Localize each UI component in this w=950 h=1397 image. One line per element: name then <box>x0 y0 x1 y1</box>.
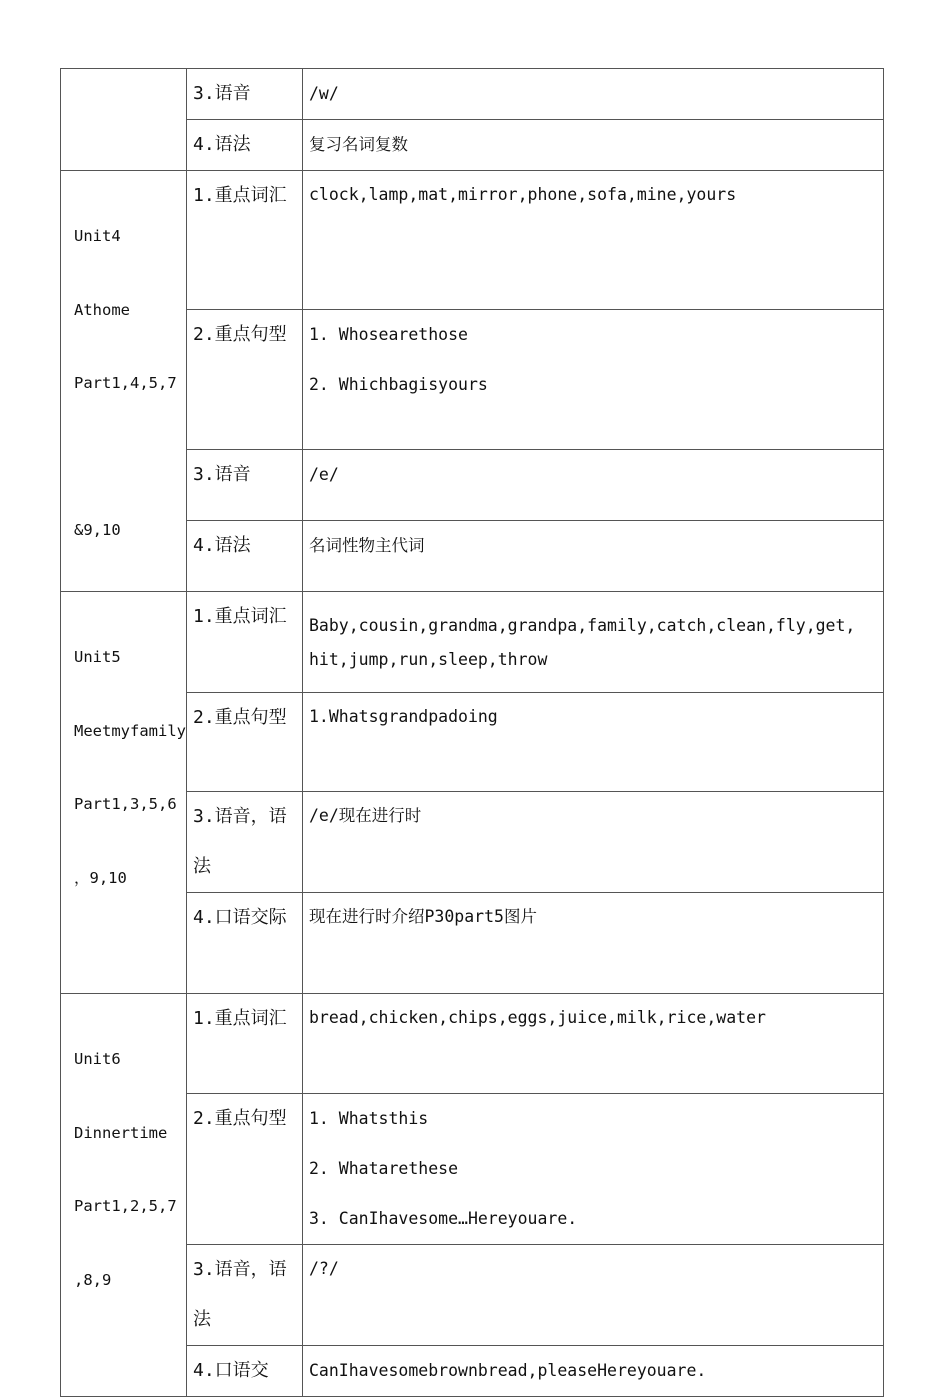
content-line: 名词性物主代词 <box>309 536 425 556</box>
content-line: 2. Whatarethese <box>309 1159 459 1178</box>
row-label: 2.重点句型 <box>193 1108 287 1129</box>
label-cell <box>187 592 303 693</box>
table-row <box>61 171 884 310</box>
unit-cell <box>61 994 187 1397</box>
row-label: 3.语音，语法 <box>193 806 287 877</box>
content-line: 复习名词复数 <box>309 135 408 154</box>
unit-title: Unit4 <box>74 227 121 245</box>
row-label: 3.语音 <box>193 83 251 104</box>
label-cell <box>187 69 303 120</box>
row-label: 3.语音 <box>193 464 251 486</box>
content-cell <box>303 1245 884 1346</box>
unit-title: Unit5 <box>74 648 121 666</box>
row-label: 4.语法 <box>193 134 251 155</box>
content-cell <box>303 994 884 1094</box>
content-line: clock,lamp,mat,mirror,phone,sofa,mine,yours <box>309 185 737 204</box>
content-line: 1. Whatsthis <box>309 1109 429 1128</box>
row-label: 1.重点词汇 <box>193 606 287 627</box>
row-label: 3.语音，语法 <box>193 1259 287 1330</box>
unit-subtitle: Dinnertime <box>74 1123 168 1142</box>
row-label: 2.重点句型 <box>193 323 287 345</box>
content-cell <box>303 450 884 521</box>
content-cell <box>303 792 884 893</box>
content-cell <box>303 1346 884 1397</box>
label-cell <box>187 171 303 310</box>
content-line: bread,chicken,chips,eggs,juice,milk,rice,water <box>309 1008 766 1027</box>
table-row <box>61 69 884 120</box>
content-cell <box>303 120 884 171</box>
content-cell <box>303 521 884 592</box>
label-cell <box>187 450 303 521</box>
unit-parts-cont: ，9,10 <box>74 868 127 887</box>
row-label: 4.语法 <box>193 535 251 557</box>
content-line: /e/现在进行时 <box>309 806 422 825</box>
label-cell <box>187 521 303 592</box>
unit-subtitle: Athome <box>74 300 130 319</box>
lesson-plan-table <box>60 68 884 1397</box>
row-label: 1.重点词汇 <box>193 185 287 206</box>
content-line: 1.Whatsgrandpadoing <box>309 707 498 726</box>
row-label: 1.重点词汇 <box>193 1008 287 1029</box>
row-label: 4.口语交 <box>193 1360 269 1381</box>
unit-cell <box>61 171 187 592</box>
unit-subtitle: Meetmyfamily <box>74 721 186 740</box>
content-line: /?/ <box>309 1259 339 1278</box>
content-cell <box>303 592 884 693</box>
content-line: 2. Whichbagisyours <box>309 374 488 394</box>
content-line: hit,jump,run,sleep,throw <box>309 650 548 669</box>
content-cell <box>303 893 884 994</box>
label-cell <box>187 792 303 893</box>
table-row <box>61 592 884 693</box>
unit-parts: Part1,2,5,7 <box>74 1197 177 1215</box>
label-cell <box>187 1094 303 1245</box>
row-label: 4.口语交际 <box>193 907 287 928</box>
content-cell <box>303 69 884 120</box>
content-cell <box>303 171 884 310</box>
label-cell <box>187 994 303 1094</box>
label-cell <box>187 120 303 171</box>
content-line: 3. CanIhavesome…Hereyouare. <box>309 1209 578 1228</box>
label-cell <box>187 1346 303 1397</box>
table-row <box>61 994 884 1094</box>
content-line: /e/ <box>309 465 339 485</box>
content-cell <box>303 693 884 792</box>
unit-parts-cont: &9,10 <box>74 520 121 539</box>
content-line: Baby,cousin,grandma,grandpa,family,catch,clean,fly,get, <box>309 616 856 635</box>
content-line: 现在进行时介绍P30part5图片 <box>309 907 537 926</box>
unit-title: Unit6 <box>74 1050 121 1068</box>
unit-parts-cont: ,8,9 <box>74 1270 112 1289</box>
content-cell <box>303 1094 884 1245</box>
unit-parts: Part1,3,5,6 <box>74 795 177 813</box>
label-cell <box>187 893 303 994</box>
unit-parts: Part1,4,5,7 <box>74 374 177 392</box>
label-cell <box>187 309 303 449</box>
content-line: 1. Whosearethose <box>309 324 468 344</box>
label-cell <box>187 1245 303 1346</box>
unit-cell <box>61 592 187 994</box>
unit-cell <box>61 69 187 171</box>
row-label: 2.重点句型 <box>193 707 287 728</box>
label-cell <box>187 693 303 792</box>
content-line: /w/ <box>309 84 339 103</box>
content-cell <box>303 309 884 449</box>
content-line: CanIhavesomebrownbread,pleaseHereyouare. <box>309 1361 707 1380</box>
